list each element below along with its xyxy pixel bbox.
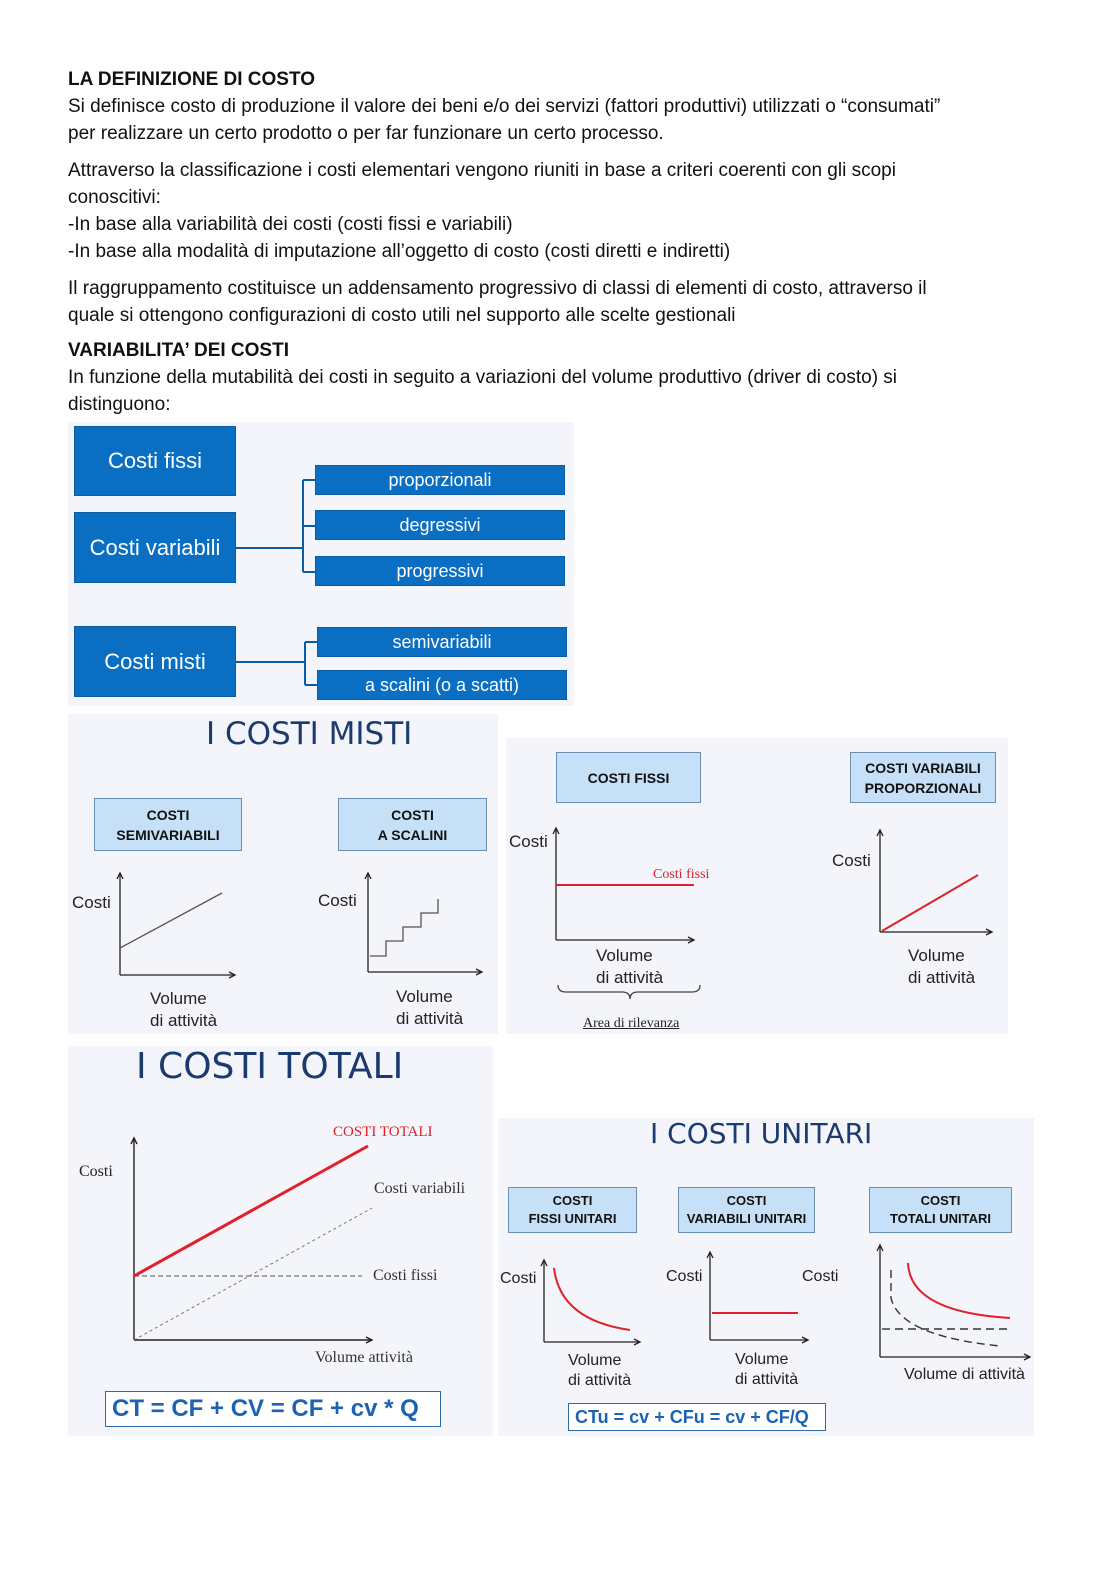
box-semivariabili: semivariabili <box>317 627 567 657</box>
x-axis-label: Volume <box>735 1351 789 1368</box>
box-line: VARIABILI UNITARI <box>686 1211 807 1226</box>
bullet-line: -In base alla variabilità dei costi (costi fissi e variabili) <box>68 214 513 235</box>
box-line: COSTI <box>726 1193 767 1208</box>
y-axis-label: Costi <box>318 891 357 910</box>
box-line: COSTI <box>552 1193 593 1208</box>
box-progressivi: progressivi <box>315 556 565 586</box>
x-axis-label: Volume attività <box>315 1349 413 1366</box>
bullet-line: -In base alla modalità di imputazione all’oggetto di costo (costi diretti e indiretti) <box>68 241 731 262</box>
x-axis-label: di attività <box>735 1371 799 1388</box>
area-rilevanza-label: Area di rilevanza <box>583 1016 680 1031</box>
paragraph-line: conoscitivi: <box>68 187 161 208</box>
heading-variabilita: VARIABILITA’ DEI COSTI <box>68 340 289 361</box>
y-axis-label: Costi <box>79 1163 113 1180</box>
x-axis-label: Volume <box>908 946 965 965</box>
costi-misti-title: I COSTI MISTI <box>206 716 413 752</box>
costi-fissi-series-label: Costi fissi <box>373 1267 438 1284</box>
x-axis-label: Volume <box>596 946 653 965</box>
x-axis-label: di attività <box>396 1009 464 1028</box>
y-axis-label: Costi <box>802 1268 839 1285</box>
x-axis-label: Volume <box>396 987 453 1006</box>
box-line: TOTALI UNITARI <box>889 1211 992 1226</box>
box-costi-fissi: Costi fissi <box>74 426 236 496</box>
paragraph-line: distinguono: <box>68 394 171 415</box>
box-line: COSTI <box>920 1193 961 1208</box>
y-axis-label: Costi <box>666 1268 703 1285</box>
box-line: COSTI <box>146 806 190 823</box>
y-axis-label: Costi <box>72 893 111 912</box>
costi-fissi-line-label: Costi fissi <box>653 867 710 882</box>
costi-totali-title: I COSTI TOTALI <box>136 1046 404 1087</box>
costi-variabili-series-label: Costi variabili <box>374 1180 466 1197</box>
costi-totali-series-label: COSTI TOTALI <box>333 1124 433 1140</box>
paragraph-line: quale si ottengono configurazioni di costo utili nel supporto alle scelte gestionali <box>68 305 736 326</box>
x-axis-label: di attività <box>150 1011 218 1030</box>
y-axis-label: Costi <box>500 1270 537 1287</box>
box-costi-variabili: Costi variabili <box>74 512 236 583</box>
x-axis-label: di attività <box>568 1372 632 1389</box>
heading-definizione: LA DEFINIZIONE DI COSTO <box>68 69 316 90</box>
box-line: COSTI <box>391 806 434 823</box>
paragraph-line: per realizzare un certo prodotto o per far funzionare un certo processo. <box>68 123 664 144</box>
y-axis-label: Costi <box>832 851 871 870</box>
x-axis-label: Volume <box>568 1352 622 1369</box>
x-axis-label: di attività <box>596 968 664 987</box>
x-axis-label: Volume di attività <box>904 1366 1025 1383</box>
costi-unitari-title: I COSTI UNITARI <box>650 1117 873 1150</box>
box-line: COSTI VARIABILI <box>865 759 981 776</box>
box-line: A SCALINI <box>377 826 448 843</box>
costi-totali-formula: CT = CF + CV = CF + cv * Q <box>105 1391 441 1427</box>
y-axis-label: Costi <box>509 832 548 851</box>
box-costi-misti: Costi misti <box>74 626 236 697</box>
box-line: FISSI UNITARI <box>528 1211 617 1226</box>
box-line: PROPORZIONALI <box>864 779 982 796</box>
x-axis-label: Volume <box>150 989 207 1008</box>
box-line: SEMIVARIABILI <box>116 826 220 843</box>
costi-unitari-formula: CTu = cv + CFu = cv + CF/Q <box>568 1403 826 1431</box>
box-proporzionali: proporzionali <box>315 465 565 495</box>
box-a-scalini: a scalini (o a scatti) <box>317 670 567 700</box>
box-degressivi: degressivi <box>315 510 565 540</box>
paragraph-line: Il raggruppamento costituisce un addensamento progressivo di classi di elementi di costo, attraverso il <box>68 278 927 299</box>
x-axis-label: di attività <box>908 968 976 987</box>
box-costi-fissi: COSTI FISSI <box>556 752 701 803</box>
paragraph-line: Attraverso la classificazione i costi elementari vengono riuniti in base a criteri coerenti con gli scopi <box>68 160 896 181</box>
paragraph-line: Si definisce costo di produzione il valore dei beni e/o dei servizi (fattori produttivi) utilizzati o “consumati” <box>68 96 941 117</box>
paragraph-line: In funzione della mutabilità dei costi in seguito a variazioni del volume produttivo (driver di costo) si <box>68 367 898 388</box>
